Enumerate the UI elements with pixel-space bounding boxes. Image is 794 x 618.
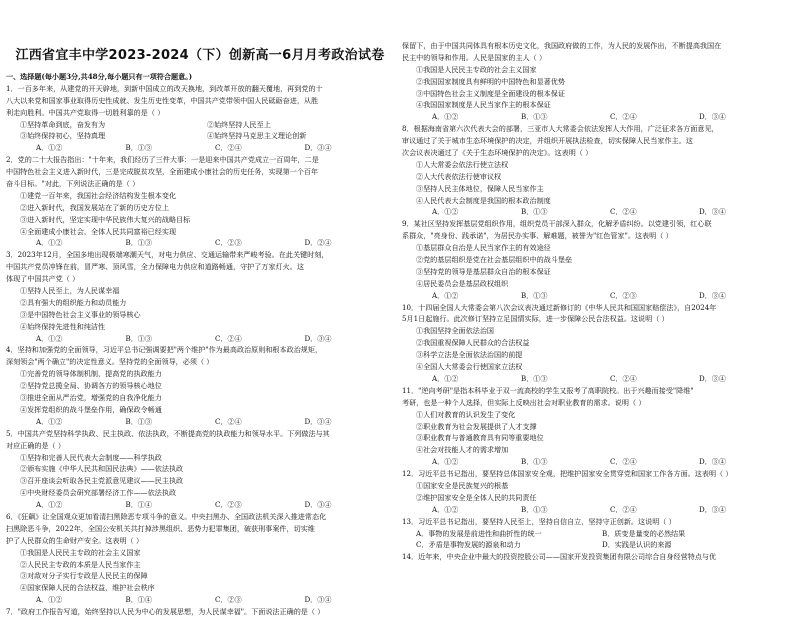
option-text: ③进入新时代，坚定实现中华民族伟大复兴的战略目标: [20, 214, 191, 224]
option-text: ②颁布实施《中华人民共和国民法典》——依法执政: [20, 464, 184, 474]
answer-choice: C．②④: [610, 373, 637, 383]
option-text: B．质变是量变的必然结果: [602, 528, 686, 538]
option-text: ③是中国特色社会主义事业的领导核心: [20, 309, 141, 319]
option-text: D．实践是认识的来源: [602, 540, 672, 550]
option-text: ①我国是人民民主专政的社会主义国家: [20, 547, 141, 557]
answer-choice: B．①③: [125, 238, 152, 248]
answer-choice: D．③④: [699, 207, 726, 217]
option-text: ①建党一百年来，我国社会经济结构发生根本变化: [20, 190, 177, 200]
answer-choice: C．②③: [215, 238, 242, 248]
answer-choices: [402, 504, 788, 516]
option-text: ③推进全面从严治党，增强党的自我净化能力: [20, 393, 162, 403]
answer-choice: D．③④: [304, 416, 332, 426]
answer-choices: [402, 290, 788, 302]
option-text: ④国家保障人民的合法权益，维护社会秩序: [20, 583, 155, 593]
answer-choices: [402, 111, 788, 123]
question-text: 利走向胜利。中国共产党取得一切胜利靠的是（ ）: [6, 107, 165, 117]
answer-choice: B．①③: [521, 290, 548, 300]
question-text: 次会议表决通过了《关于生态环境保护的决定》。这表明（ ）: [402, 148, 593, 158]
answer-choice: A．①②: [432, 112, 459, 122]
option-text: ①人们对教育的认识发生了变化: [416, 409, 516, 419]
option-text: ①人大常委会依法行使立法权: [416, 159, 509, 169]
answer-choice: D．③④: [699, 504, 726, 514]
answer-choice: A．①②: [36, 238, 63, 248]
option-text: ④全面建成小康社会，全体人民共同富裕已经实现: [20, 226, 177, 236]
answer-choice: C．②④: [610, 112, 637, 122]
option-row: [6, 119, 394, 131]
answer-choice: C．②③: [610, 290, 637, 300]
answer-choice: A．①②: [36, 500, 63, 510]
option-text: ②我国国家制度具有鲜明的中国特色和显著优势: [416, 76, 565, 86]
question-text: 审议通过了关于城市生态环境保护的决定，并组织开展执法检查，切实保障人民当家作主。这: [402, 136, 693, 146]
question-text: 系群众，"亮身份、践承诺"，为居民办实事、解难题，被誉为"红色管家"。这表明（ ）: [402, 231, 673, 241]
answer-choice: A．①②: [432, 504, 459, 514]
answer-choice: D．②④: [304, 238, 332, 248]
answer-choices: [6, 416, 394, 428]
answer-choice: B．①③: [521, 457, 548, 467]
answer-choices: [6, 499, 394, 511]
answer-choices: [402, 373, 788, 385]
section-heading: 一、选择题(每小题3分,共48分,每小题只有一项符合题意。): [6, 72, 193, 81]
question-text: 10．十四届全国人大常委会第八次会议表决通过新修订的《中华人民共和国国家赔偿法》，自2024年: [402, 302, 717, 312]
question-text: 5月1日起施行。此次修订坚持立足国情实际，进一步保障公民合法权益。这说明（ ）: [402, 314, 669, 324]
option-text: ④始终保持先进性和纯洁性: [20, 321, 106, 331]
answer-choices: [6, 142, 394, 154]
answer-choice: A．①②: [432, 457, 459, 467]
question-text: 保留下，由于中国共同体具有根本历史文化，我国政府做的工作，为人民的发展作出，不断提高我国在: [402, 41, 722, 50]
answer-choice: C．②④: [215, 416, 242, 426]
option-text: ②进入新时代，我国发展站在了新的历史方位上: [20, 202, 169, 212]
option-text: ①坚持革命到底，奋发有为: [20, 119, 106, 129]
answer-choice: C．②④: [610, 504, 637, 514]
question-text: 5．中国共产党坚持科学执政、民主执政、依法执政，不断提高党的执政能力和领导水平。下列做法与其: [6, 428, 330, 438]
answer-choice: A．①②: [36, 333, 63, 343]
question-text: 14．近年来，中央企业中最大的投资控股公司——国家开发投资集团有限公司综合自身经营特点与优: [402, 552, 717, 562]
option-text: ②人民民主专政的本质是人民当家作主: [20, 559, 141, 569]
answer-choice: B．①③: [125, 416, 152, 426]
option-text: ④发挥党组织的战斗堡垒作用，确保政令畅通: [20, 404, 162, 414]
option-text: ①国家安全是民族复兴的根基: [416, 480, 509, 490]
question-text: 民主中的领导和作用。人民是国家的主人（ ）: [402, 52, 547, 62]
answer-choice: A．①②: [432, 373, 459, 383]
answer-choices: [402, 456, 788, 468]
answer-choice: C．②③: [215, 500, 242, 510]
answer-choice: B．①③: [521, 112, 548, 122]
question-text: 奋斗目标。"对此，下列说法正确的是（ ）: [6, 179, 140, 189]
exam-title: 江西省宜丰中学2023-2024（下）创新高一6月月考政治试卷: [15, 48, 385, 63]
question-text: 对应正确的是（ ）: [6, 440, 66, 450]
option-text: ②维护国家安全是全体人民的共同责任: [416, 492, 537, 502]
option-text: ②人大代表依法行使审议权: [416, 171, 502, 181]
question-text: 考研，也是一种个人选择，但实际上反映出社会对职业教育的需求。说明（ ）: [402, 397, 646, 407]
option-text: ③坚持人民主体地位，保障人民当家作主: [416, 183, 544, 193]
option-text: ④人民代表大会制度是我国的根本政治制度: [416, 195, 551, 205]
option-text: ③职业教育与普通教育具有同等重要地位: [416, 433, 544, 443]
question-text: 2．党的二十大报告指出："十年来，我们经历了三件大事：一是迎来中国共产党成立一百周年，二是: [6, 155, 319, 165]
option-text: ④中央财经委员会研究部署经济工作——依法执政: [20, 488, 177, 498]
question-text: 7．"政府工作报告写道，始终坚持以人民为中心的发展思想，为人民谋幸福"。下面说法正确的是（ ）: [6, 607, 325, 617]
option-text: ①我国坚持全面依法治国: [416, 326, 495, 336]
answer-choice: D．③④: [699, 373, 726, 383]
option-text: C．矛盾是事物发展的源泉和动力: [416, 540, 521, 550]
question-text: 中国特色社会主义进入新时代，三是完成脱贫攻坚，全面建成小康社会的历史任务，实现第一个百年: [6, 167, 319, 177]
option-text: ①坚持人民至上，为人民谋幸福: [20, 286, 120, 296]
option-text: ②坚持党总揽全局、协调各方的领导核心地位: [20, 381, 162, 391]
question-text: 9．某社区坚持发挥基层党组织作用，组织党员干部深入群众，化解矛盾纠纷。以党建引领，红心联: [402, 219, 712, 229]
answer-choice: B．①③: [125, 143, 152, 153]
answer-choice: D．③④: [304, 143, 332, 153]
question-text: 12．习近平总书记指出，要坚持总体国家安全观，把维护国家安全贯穿党和国家工作各方面。这表明（ ）: [402, 469, 733, 479]
answer-choice: A．①②: [36, 143, 63, 153]
question-text: 深刻领会"两个确立"的决定性意义。坚持党的全面领导，必须（ ）: [6, 357, 214, 367]
option-text: ④居民委员会是基层政权组织: [416, 278, 509, 288]
option-row: [402, 528, 788, 540]
option-text: ②始终坚持人民至上: [207, 119, 271, 129]
answer-choice: C．②④: [215, 333, 242, 343]
question-text: 扫黑除恶斗争，2022年，全国公安机关共打掉涉黑组织、恶势力犯罪集团，破获刑事案件，切实维: [6, 523, 315, 533]
answer-choice: A．①②: [432, 290, 459, 300]
answer-choice: A．①②: [36, 416, 63, 426]
option-text: ④社会对技能人才的需求增加: [416, 445, 509, 455]
left-column: [6, 0, 394, 617]
option-text: ③中国特色社会主义制度是全面建设的根本保证: [416, 88, 565, 98]
question-text: 1．一百多年来，从建党的开天辟地，到新中国成立的改天换地，到改革开放的翻天覆地，再到党的十: [6, 83, 323, 93]
answer-choice: A．①②: [36, 595, 63, 605]
answer-choice: B．①③: [521, 504, 548, 514]
answer-choice: B．①③: [521, 373, 548, 383]
question-text: 13．习近平总书记指出，要坚持人民至上，坚持自信自立，坚持守正创新。这说明（ ）: [402, 516, 676, 526]
right-column: [402, 0, 788, 562]
answer-choice: D．③④: [699, 457, 726, 467]
question-text: 6．《狂飙》让全国观众更加看清扫黑除恶专项斗争的意义。中央扫黑办、全国政法机关深入推进常态化: [6, 511, 327, 521]
question-text: 3．2023年12月，全国多地出现极端寒潮天气，对电力供应、交通运输带来严峻考验。在此关键时刻，: [6, 250, 329, 260]
question-text: 8．根据海南省第六次代表大会的部署，三亚市人大常委会依法发挥人大作用，广泛征求各方面意见，: [402, 124, 719, 134]
option-text: ③始终保持初心，坚持真理: [20, 131, 106, 141]
answer-choices: [402, 206, 788, 218]
answer-choice: C．②④: [610, 457, 637, 467]
option-text: ③召开座谈会听取各民主党派意见建议——民主执政: [20, 476, 184, 486]
answer-choices: [6, 594, 394, 606]
option-text: ①完善党的领导体制机制，提高党的执政能力: [20, 369, 162, 379]
option-text: ②我国重视保障人民群众的合法权益: [416, 338, 530, 348]
option-text: ③科学立法是全面依法治国的前提: [416, 350, 523, 360]
option-text: ①坚持和完善人民代表大会制度——科学执政: [20, 452, 162, 462]
question-text: 体现了中国共产党（ ）: [6, 274, 80, 284]
option-row: [402, 539, 788, 551]
option-text: ②职业教育为社会发展提供了人才支撑: [416, 421, 537, 431]
answer-choice: C．②④: [610, 207, 637, 217]
answer-choices: [6, 333, 394, 345]
answer-choice: B．①③: [521, 207, 548, 217]
answer-choice: D．③④: [699, 290, 726, 300]
question-text: 4．坚持和加强党的全面领导，习近平总书记强调要把"两个维护"作为最高政治原则和根本政治规矩，: [6, 345, 323, 355]
answer-choice: B．①④: [125, 500, 152, 510]
answer-choice: D．③④: [304, 500, 332, 510]
option-text: ④全国人大常委会行使国家立法权: [416, 362, 523, 372]
option-text: ②党的基层组织是党在社会基层组织中的战斗堡垒: [416, 255, 573, 265]
answer-choice: B．①④: [125, 595, 152, 605]
question-text: 11．"逆向考研"是指本科毕业于双一流高校的学生又报考了高职院校。出于兴趣而接受"降维": [402, 385, 694, 395]
question-text: 八大以来党和国家事业取得历史性成就、发生历史性变革，中国共产党带领中国人民砥砺奋进，从胜: [6, 95, 319, 105]
answer-choices: [6, 237, 394, 249]
answer-choice: D．③④: [304, 333, 332, 343]
option-text: ③对敌对分子实行专政是人民民主的保障: [20, 571, 148, 581]
answer-choice: A．①②: [432, 207, 459, 217]
answer-choice: D．③④: [304, 595, 332, 605]
option-text: ②具有强大的组织能力和动员能力: [20, 297, 127, 307]
answer-choice: B．①③: [125, 333, 152, 343]
answer-choice: D．③④: [699, 112, 726, 122]
option-text: ③坚持党的领导是基层群众自治的根本保证: [416, 266, 551, 276]
option-text: ④始终坚持马克思主义理论创新: [207, 131, 307, 141]
option-text: ①我国是人民民主专政的社会主义国家: [416, 64, 537, 74]
option-text: ④我国国家制度是人民当家作主的根本保证: [416, 100, 551, 110]
answer-choice: C．②④: [215, 143, 242, 153]
option-text: ①基层群众自治是人民当家作主的有效途径: [416, 243, 551, 253]
answer-choice: C．②③: [215, 595, 242, 605]
option-row: [6, 130, 394, 142]
option-text: A．事物的发展是前进性和曲折性的统一: [416, 528, 542, 538]
question-text: 护了人民群众的生命财产安全。这表明（ ）: [6, 535, 144, 545]
question-text: 中国共产党员冲锋在前，冒严寒、顶风雪，全力保障电力供应和道路畅通，守护了万家灯火。这: [6, 262, 304, 272]
